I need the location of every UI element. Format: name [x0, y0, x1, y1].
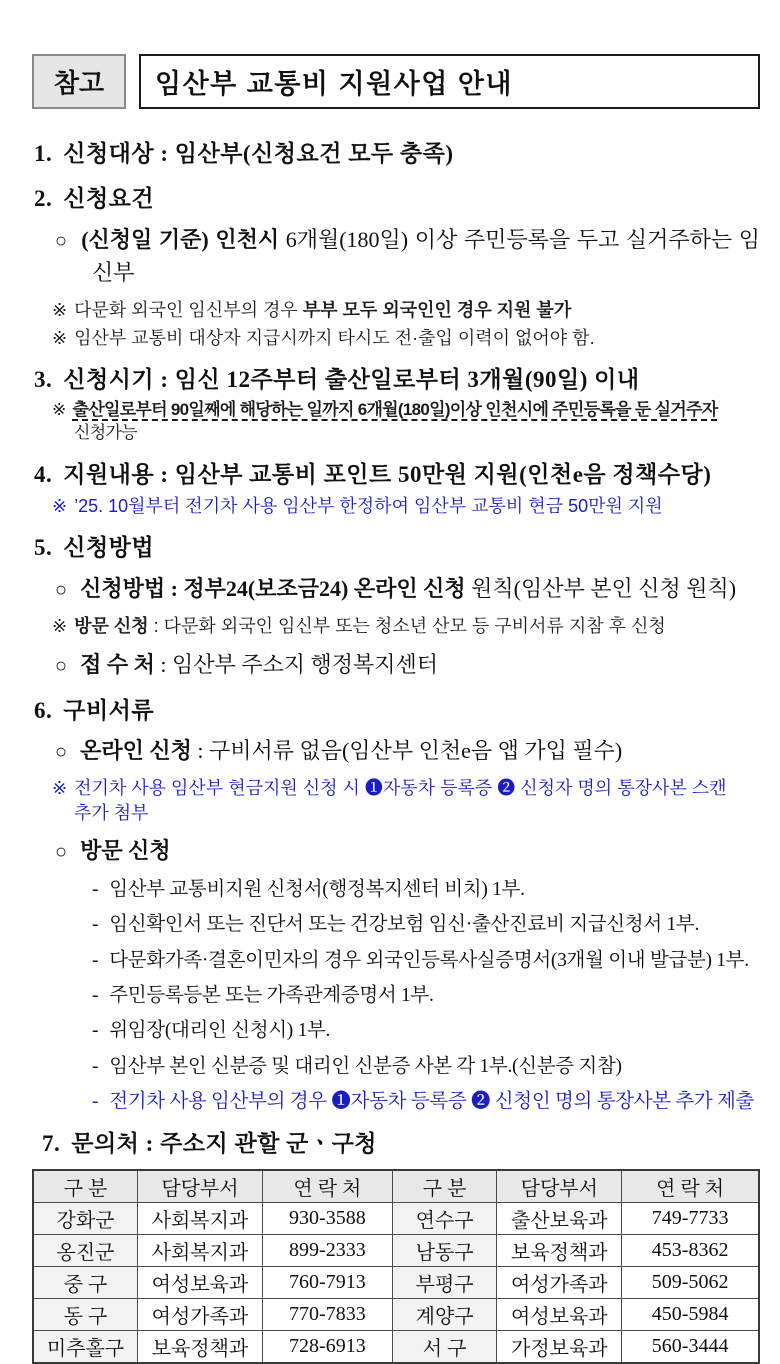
document-header [32, 54, 760, 109]
required-doc-item [32, 983, 760, 1008]
visit-rest: : 다문화 외국인 임신부 또는 청소년 산모 등 구비서류 지참 후 신청 [148, 616, 666, 637]
table-header-row [33, 1170, 759, 1203]
section-2-note-2 [32, 326, 760, 350]
section-4-text: 지원내용 : 임산부 교통비 포인트 50만원 지원(인천e음 정책수당) [63, 462, 712, 488]
section-5-heading [34, 533, 760, 563]
phone-cell: 749-7733 [622, 1203, 759, 1235]
dash-mark: - [92, 1020, 99, 1042]
online-rest: : 구비서류 없음(임산부 인천e음 앱 가입 필수) [191, 738, 623, 764]
table-row [33, 1331, 759, 1364]
section-2-text: 신청요건 [63, 185, 155, 211]
section-1-text: 신청대상 : 임산부(신청요건 모두 충족) [63, 141, 454, 166]
col-header: 구 분 [392, 1170, 497, 1203]
online-bold: 온라인 신청 [80, 738, 192, 764]
circle-bullet: ○ [55, 841, 68, 863]
reference-mark: ※ [52, 778, 68, 799]
note-text: ’25. 10월부터 전기차 사용 임산부 한정하여 임산부 교통비 현금 50만원 지원 [74, 496, 663, 517]
dash-mark: - [92, 1055, 99, 1077]
section-4-number: 4. [34, 462, 53, 488]
required-doc-item [32, 1018, 760, 1043]
section-5-number: 5. [34, 535, 53, 561]
phone-cell: 560-3444 [622, 1331, 759, 1364]
section-6-text: 구비서류 [63, 697, 155, 723]
section-5-text: 신청방법 [63, 535, 155, 561]
page-title: 임산부 교통비 지원사업 안내 [139, 54, 760, 109]
district-cell: 부평구 [392, 1267, 497, 1299]
department-cell: 가정보육과 [497, 1331, 622, 1364]
district-cell: 계양구 [392, 1299, 497, 1331]
doc-text: 다문화가족·결혼이민자의 경우 외국인등록사실증명서(3개월 이내 발급분) 1부. [109, 949, 749, 971]
section-5-visit-note [32, 614, 760, 638]
phone-cell: 770-7833 [262, 1299, 392, 1331]
department-cell: 여성가족과 [138, 1299, 263, 1331]
circle-bullet: ○ [55, 654, 68, 677]
note-text: 전기차 사용 임산부 현금지원 신청 시 ❶자동차 등록증 ❷ 신청자 명의 통장사본 스캔 추가 첨부 [74, 778, 727, 823]
district-cell: 서 구 [392, 1331, 497, 1364]
section-1-number: 1. [34, 141, 53, 166]
required-doc-item [32, 912, 760, 937]
circle-bullet: ○ [55, 579, 68, 602]
section-6-heading [34, 696, 760, 726]
note-text: 다문화 외국인 임신부의 경우 [74, 299, 303, 320]
note-underlined: 출산일로부터 90일째에 해당하는 일까지 6개월(180일)이상 인천시에 주민등록을 둔 실거주자 [72, 400, 718, 420]
reference-mark: ※ [52, 616, 68, 637]
reference-mark: ※ [52, 496, 68, 517]
section-5-method [32, 572, 760, 605]
district-cell: 동 구 [33, 1299, 138, 1331]
dash-mark: - [92, 949, 99, 971]
doc-text: 임신확인서 또는 진단서 또는 건강보험 임신·출산진료비 지급신청서 1부. [109, 914, 700, 936]
table-row [33, 1267, 759, 1299]
condition-rest: 6개월(180일) 이상 주민등록을 두고 실거주하는 임신부 [92, 226, 760, 285]
table-row [33, 1235, 759, 1267]
method-rest: 원칙(임산부 본인 신청 원칙) [465, 576, 737, 602]
phone-cell: 899-2333 [262, 1235, 392, 1267]
col-header: 연 락 처 [622, 1170, 759, 1203]
dash-mark: - [92, 914, 99, 936]
doc-text: 주민등록등본 또는 가족관계증명서 1부. [109, 985, 434, 1007]
col-header: 담당부서 [138, 1170, 263, 1203]
phone-cell: 453-8362 [622, 1235, 759, 1267]
reference-badge: 참고 [32, 54, 126, 109]
section-4-heading [34, 460, 760, 490]
phone-cell: 450-5984 [622, 1299, 759, 1331]
reference-mark: ※ [52, 299, 68, 320]
section-7-number: 7. [42, 1131, 61, 1157]
circle-bullet: ○ [55, 229, 69, 252]
doc-text: 전기차 사용 임산부의 경우 ❶자동차 등록증 ❷ 신청인 명의 통장사본 추가 제출 [109, 1091, 755, 1113]
required-doc-item [32, 948, 760, 973]
note-text: 임산부 교통비 대상자 지급시까지 타시도 전·출입 이력이 없어야 함. [74, 328, 595, 349]
phone-cell: 930-3588 [262, 1203, 392, 1235]
required-doc-item [32, 1054, 760, 1079]
section-4-note-blue [32, 494, 760, 518]
receive-rest: : 임산부 주소지 행정복지센터 [154, 651, 438, 677]
department-cell: 출산보육과 [497, 1203, 622, 1235]
district-cell: 연수구 [392, 1203, 497, 1235]
section-3-heading [34, 365, 760, 395]
department-cell: 사회복지과 [138, 1235, 263, 1267]
section-1-heading [34, 139, 760, 169]
section-2-note-1 [32, 298, 760, 322]
department-cell: 사회복지과 [138, 1203, 263, 1235]
section-5-receive [32, 648, 760, 681]
col-header: 담당부서 [497, 1170, 622, 1203]
col-header: 연 락 처 [262, 1170, 392, 1203]
dash-mark: - [92, 879, 99, 900]
district-cell: 강화군 [33, 1203, 138, 1235]
reference-mark: ※ [52, 328, 68, 349]
required-doc-item [32, 877, 760, 902]
section-2-number: 2. [34, 185, 53, 211]
section-2-heading [34, 184, 760, 214]
section-3-number: 3. [34, 367, 53, 393]
doc-text: 임산부 교통비지원 신청서(행정복지센터 비치) 1부. [109, 879, 525, 900]
district-cell: 남동구 [392, 1235, 497, 1267]
section-6-visit [32, 834, 760, 867]
phone-cell: 728-6913 [262, 1331, 392, 1364]
required-doc-item-ev [32, 1089, 760, 1114]
department-cell: 여성가족과 [497, 1267, 622, 1299]
section-6-note-blue [32, 776, 760, 825]
table-row [33, 1203, 759, 1235]
note-bold: 부부 모두 외국인인 경우 지원 불가 [302, 299, 572, 320]
section-3-note [32, 399, 760, 445]
receive-bold: 접 수 처 [80, 651, 155, 677]
section-6-online [32, 734, 760, 767]
method-bold: 신청방법 : 정부24(보조금24) 온라인 신청 [80, 576, 466, 602]
doc-text: 임산부 본인 신분증 및 대리인 신분증 사본 각 1부.(신분증 지참) [109, 1055, 622, 1077]
dash-mark: - [92, 1091, 99, 1113]
department-cell: 보육정책과 [497, 1235, 622, 1267]
phone-cell: 760-7913 [262, 1267, 392, 1299]
dash-mark: - [92, 985, 99, 1007]
district-cell: 중 구 [33, 1267, 138, 1299]
doc-text: 위임장(대리인 신청시) 1부. [109, 1020, 331, 1042]
table-row [33, 1299, 759, 1331]
section-2-condition [32, 223, 760, 289]
circle-bullet: ○ [55, 741, 68, 764]
phone-cell: 509-5062 [622, 1267, 759, 1299]
contact-table [32, 1169, 760, 1364]
department-cell: 여성보육과 [138, 1267, 263, 1299]
col-header: 구 분 [33, 1170, 138, 1203]
section-7-heading [42, 1129, 760, 1159]
visit-label: 방문 신청 [80, 838, 171, 863]
condition-bold: (신청일 기준) 인천시 [81, 226, 280, 252]
section-7-text: 문의처 : 주소지 관할 군ㆍ구청 [71, 1131, 378, 1157]
department-cell: 보육정책과 [138, 1331, 263, 1364]
section-3-text: 신청시기 : 임신 12주부터 출산일로부터 3개월(90일) 이내 [63, 367, 640, 393]
department-cell: 여성보육과 [497, 1299, 622, 1331]
reference-mark: ※ [52, 400, 66, 420]
note-text: 신청가능 [74, 423, 137, 443]
district-cell: 미추홀구 [33, 1331, 138, 1364]
section-6-number: 6. [34, 697, 53, 723]
visit-bold: 방문 신청 [74, 616, 149, 637]
district-cell: 옹진군 [33, 1235, 138, 1267]
